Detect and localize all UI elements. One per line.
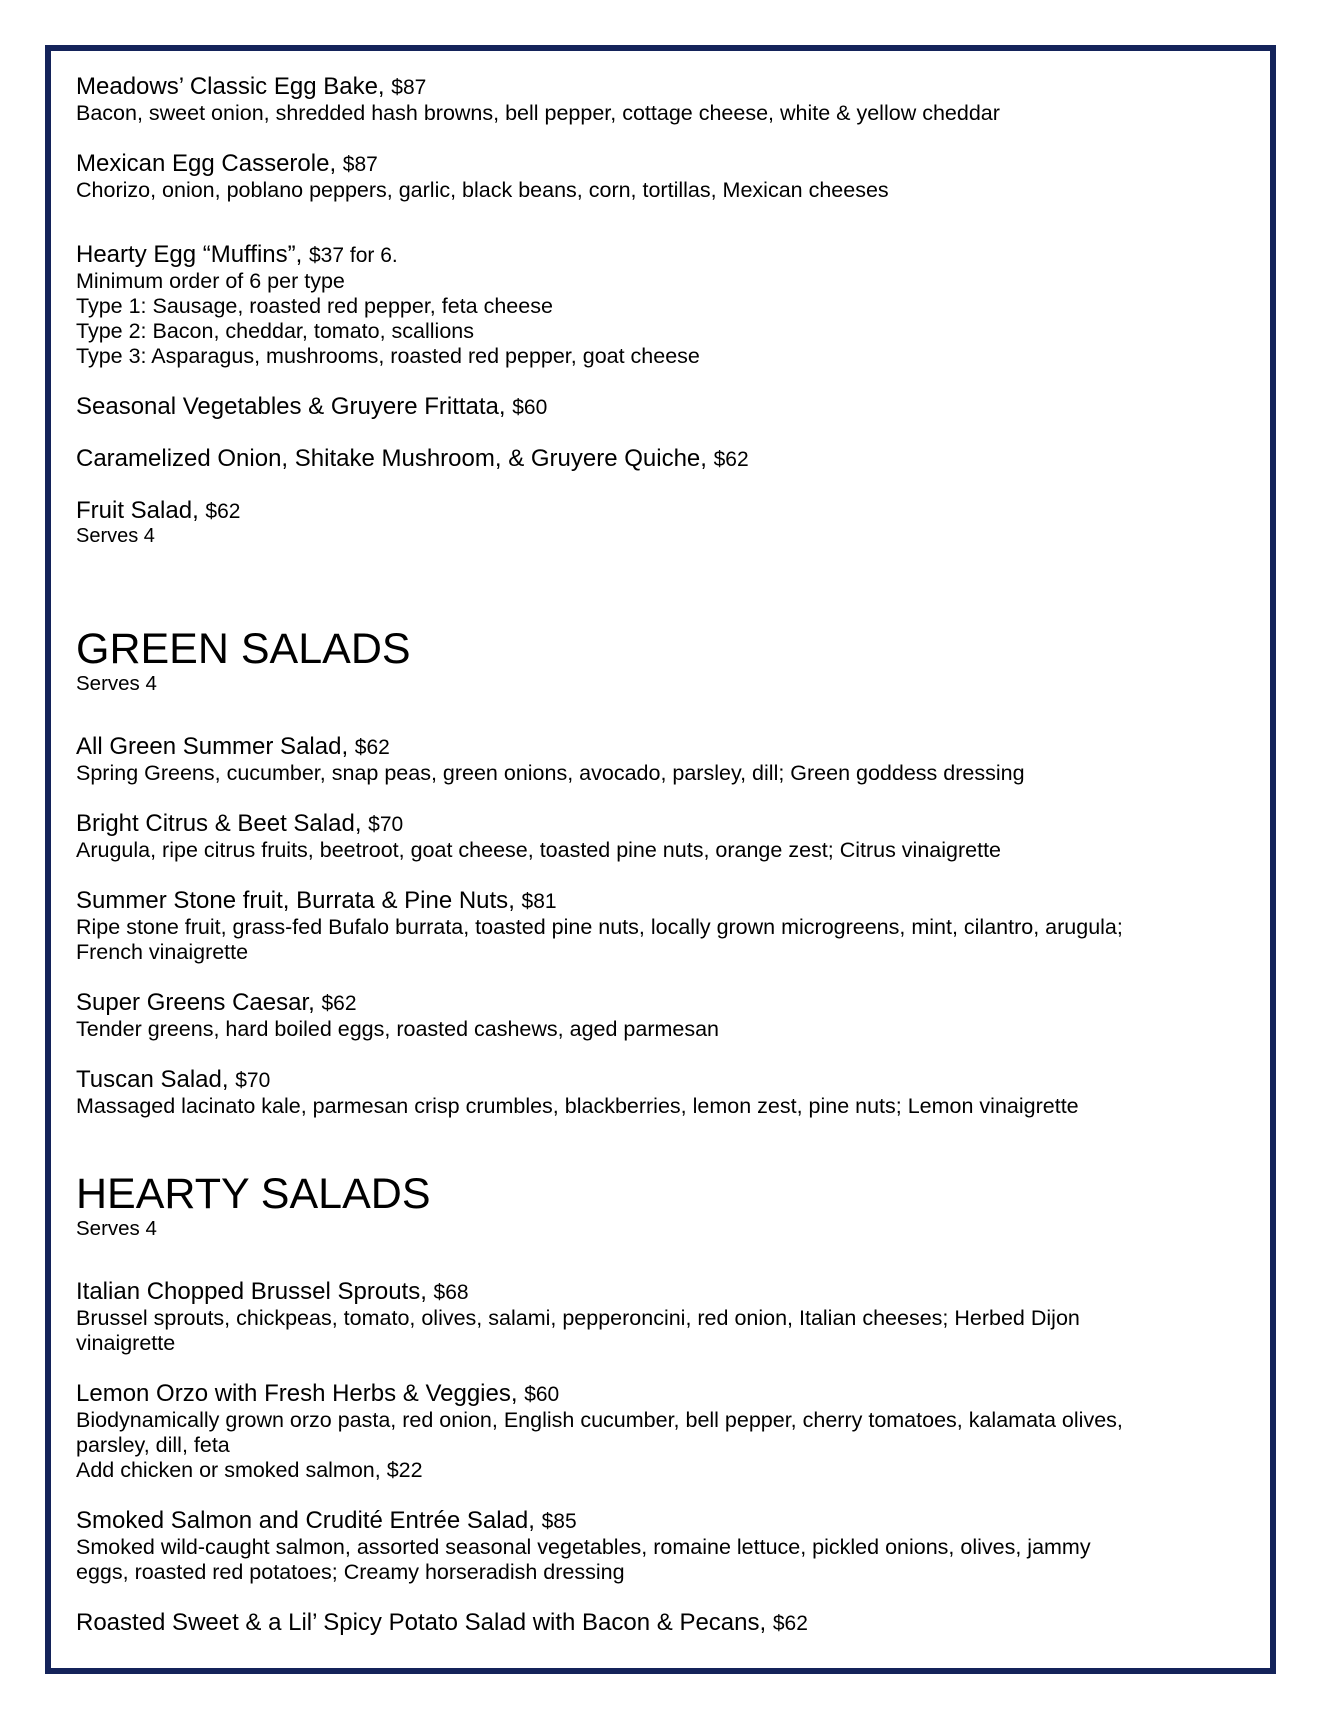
- item-price: $62: [772, 1612, 808, 1635]
- item-title: Meadows’ Classic Egg Bake, $87: [76, 73, 427, 100]
- item-title: Roasted Sweet & a Lil’ Spicy Potato Salad with Bacon & Pecans, $62: [76, 1609, 808, 1636]
- item-name: Italian Chopped Brussel Sprouts: [76, 1278, 421, 1305]
- menu-item-fruit-salad: [76, 497, 1251, 548]
- item-name: Seasonal Vegetables & Gruyere Frittata: [76, 393, 499, 420]
- item-description: French vinaigrette: [76, 940, 249, 964]
- item-name: Roasted Sweet & a Lil’ Spicy Potato Salad with Bacon & Pecans: [76, 1609, 760, 1636]
- item-name: Meadows’ Classic Egg Bake: [76, 73, 378, 100]
- item-type-line: Type 3: Asparagus, mushrooms, roasted red pepper, goat cheese: [76, 344, 700, 368]
- item-title: Caramelized Onion, Shitake Mushroom, & Gruyere Quiche, $62: [76, 445, 749, 472]
- item-description: Massaged lacinato kale, parmesan crisp crumbles, blackberries, lemon zest, pine nuts; Lemon vinaigrette: [76, 1094, 1079, 1118]
- menu-item-egg-muffins: [76, 241, 1251, 369]
- section-serves: Serves 4: [76, 672, 157, 695]
- section-heading-hearty-salads: HEARTY SALADS: [76, 1170, 431, 1218]
- item-addon: Add chicken or smoked salmon, $22: [76, 1458, 423, 1482]
- menu-item-citrus-beet-salad: [76, 810, 1251, 863]
- item-type-line: Type 1: Sausage, roasted red pepper, feta cheese: [76, 294, 553, 318]
- item-title: Bright Citrus & Beet Salad, $70: [76, 810, 404, 837]
- item-title: Summer Stone fruit, Burrata & Pine Nuts, $81: [76, 887, 557, 914]
- item-name: Lemon Orzo with Fresh Herbs & Veggies: [76, 1380, 511, 1407]
- item-description: Biodynamically grown orzo pasta, red onion, English cucumber, bell pepper, cherry tomatoes, kalamata olives,: [76, 1408, 1123, 1432]
- item-price: $62: [205, 500, 241, 523]
- item-name: Mexican Egg Casserole: [76, 150, 330, 177]
- item-description: Tender greens, hard boiled eggs, roasted cashews, aged parmesan: [76, 1017, 720, 1041]
- item-price: $62: [354, 736, 390, 759]
- item-price: $85: [541, 1510, 577, 1533]
- section-serves: Serves 4: [76, 1217, 157, 1240]
- item-serves: Serves 4: [76, 525, 155, 547]
- menu-item-stone-fruit-burrata: [76, 887, 1251, 965]
- item-name: Super Greens Caesar: [76, 989, 309, 1016]
- item-name: Smoked Salmon and Crudité Entrée Salad: [76, 1507, 529, 1534]
- menu-content: [76, 73, 1251, 1637]
- item-title: Italian Chopped Brussel Sprouts, $68: [76, 1278, 469, 1305]
- item-name: Summer Stone fruit, Burrata & Pine Nuts: [76, 887, 509, 914]
- item-price: $68: [433, 1281, 469, 1304]
- item-description: Ripe stone fruit, grass-fed Bufalo burrata, toasted pine nuts, locally grown microgreens, mint, cilantro, arugula;: [76, 915, 1123, 939]
- item-description: Chorizo, onion, poblano peppers, garlic, black beans, corn, tortillas, Mexican cheeses: [76, 178, 889, 202]
- item-title: Super Greens Caesar, $62: [76, 989, 357, 1016]
- item-price: $60: [524, 1383, 560, 1406]
- item-price: $62: [321, 992, 357, 1015]
- item-title: Hearty Egg “Muffins”, $37 for 6.: [76, 241, 398, 268]
- item-price: $87: [391, 76, 427, 99]
- item-description: Brussel sprouts, chickpeas, tomato, olives, salami, pepperoncini, red onion, Italian cheeses; Herbed Dijon: [76, 1306, 1080, 1330]
- item-price: $81: [521, 890, 557, 913]
- section-heading-green-salads: GREEN SALADS: [76, 625, 411, 673]
- menu-item-egg-casserole: [76, 150, 1251, 203]
- item-price: $62: [713, 448, 749, 471]
- menu-item-frittata: [76, 393, 1251, 421]
- item-price: $70: [368, 813, 404, 836]
- menu-item-italian-brussel-sprouts: [76, 1278, 1251, 1356]
- item-title: Tuscan Salad, $70: [76, 1066, 271, 1093]
- item-description: vinaigrette: [76, 1331, 176, 1355]
- item-description: Bacon, sweet onion, shredded hash browns, bell pepper, cottage cheese, white & yellow cheddar: [76, 101, 1000, 125]
- item-price: $37 for 6.: [308, 244, 398, 267]
- item-title: Fruit Salad, $62: [76, 497, 241, 524]
- menu-item-quiche: [76, 445, 1251, 473]
- menu-item-smoked-salmon-crudite: [76, 1507, 1251, 1585]
- item-title: Lemon Orzo with Fresh Herbs & Veggies, $60: [76, 1380, 560, 1407]
- item-name: Tuscan Salad: [76, 1066, 222, 1093]
- item-title: Mexican Egg Casserole, $87: [76, 150, 378, 177]
- item-title: Seasonal Vegetables & Gruyere Frittata, $60: [76, 393, 548, 420]
- item-price: $70: [235, 1069, 271, 1092]
- item-description: Arugula, ripe citrus fruits, beetroot, goat cheese, toasted pine nuts, orange zest; Citrus vinaigrette: [76, 838, 1002, 862]
- item-description: parsley, dill, feta: [76, 1433, 230, 1457]
- item-name: All Green Summer Salad: [76, 733, 342, 760]
- item-price: $87: [342, 153, 378, 176]
- item-note: Minimum order of 6 per type: [76, 269, 345, 293]
- menu-item-super-greens-caesar: [76, 989, 1251, 1042]
- item-name: Caramelized Onion, Shitake Mushroom, & Gruyere Quiche: [76, 445, 701, 472]
- menu-item-all-green-summer-salad: [76, 733, 1251, 786]
- item-description: Smoked wild-caught salmon, assorted seasonal vegetables, romaine lettuce, pickled onions, olives, jammy: [76, 1535, 1091, 1559]
- item-description: Spring Greens, cucumber, snap peas, green onions, avocado, parsley, dill; Green goddess dressing: [76, 761, 1025, 785]
- item-name: Bright Citrus & Beet Salad: [76, 810, 355, 837]
- item-price: $60: [512, 396, 548, 419]
- item-title: All Green Summer Salad, $62: [76, 733, 390, 760]
- item-type-line: Type 2: Bacon, cheddar, tomato, scallions: [76, 319, 474, 343]
- menu-item-tuscan-salad: [76, 1066, 1251, 1119]
- item-name: Fruit Salad: [76, 497, 193, 524]
- menu-item-egg-bake: [76, 73, 1251, 126]
- menu-item-lemon-orzo: [76, 1380, 1251, 1483]
- item-name: Hearty Egg “Muffins”: [76, 241, 296, 268]
- item-description: eggs, roasted red potatoes; Creamy horseradish dressing: [76, 1560, 625, 1584]
- item-title: Smoked Salmon and Crudité Entrée Salad, $85: [76, 1507, 577, 1534]
- menu-item-sweet-spicy-potato-salad: [76, 1609, 1251, 1637]
